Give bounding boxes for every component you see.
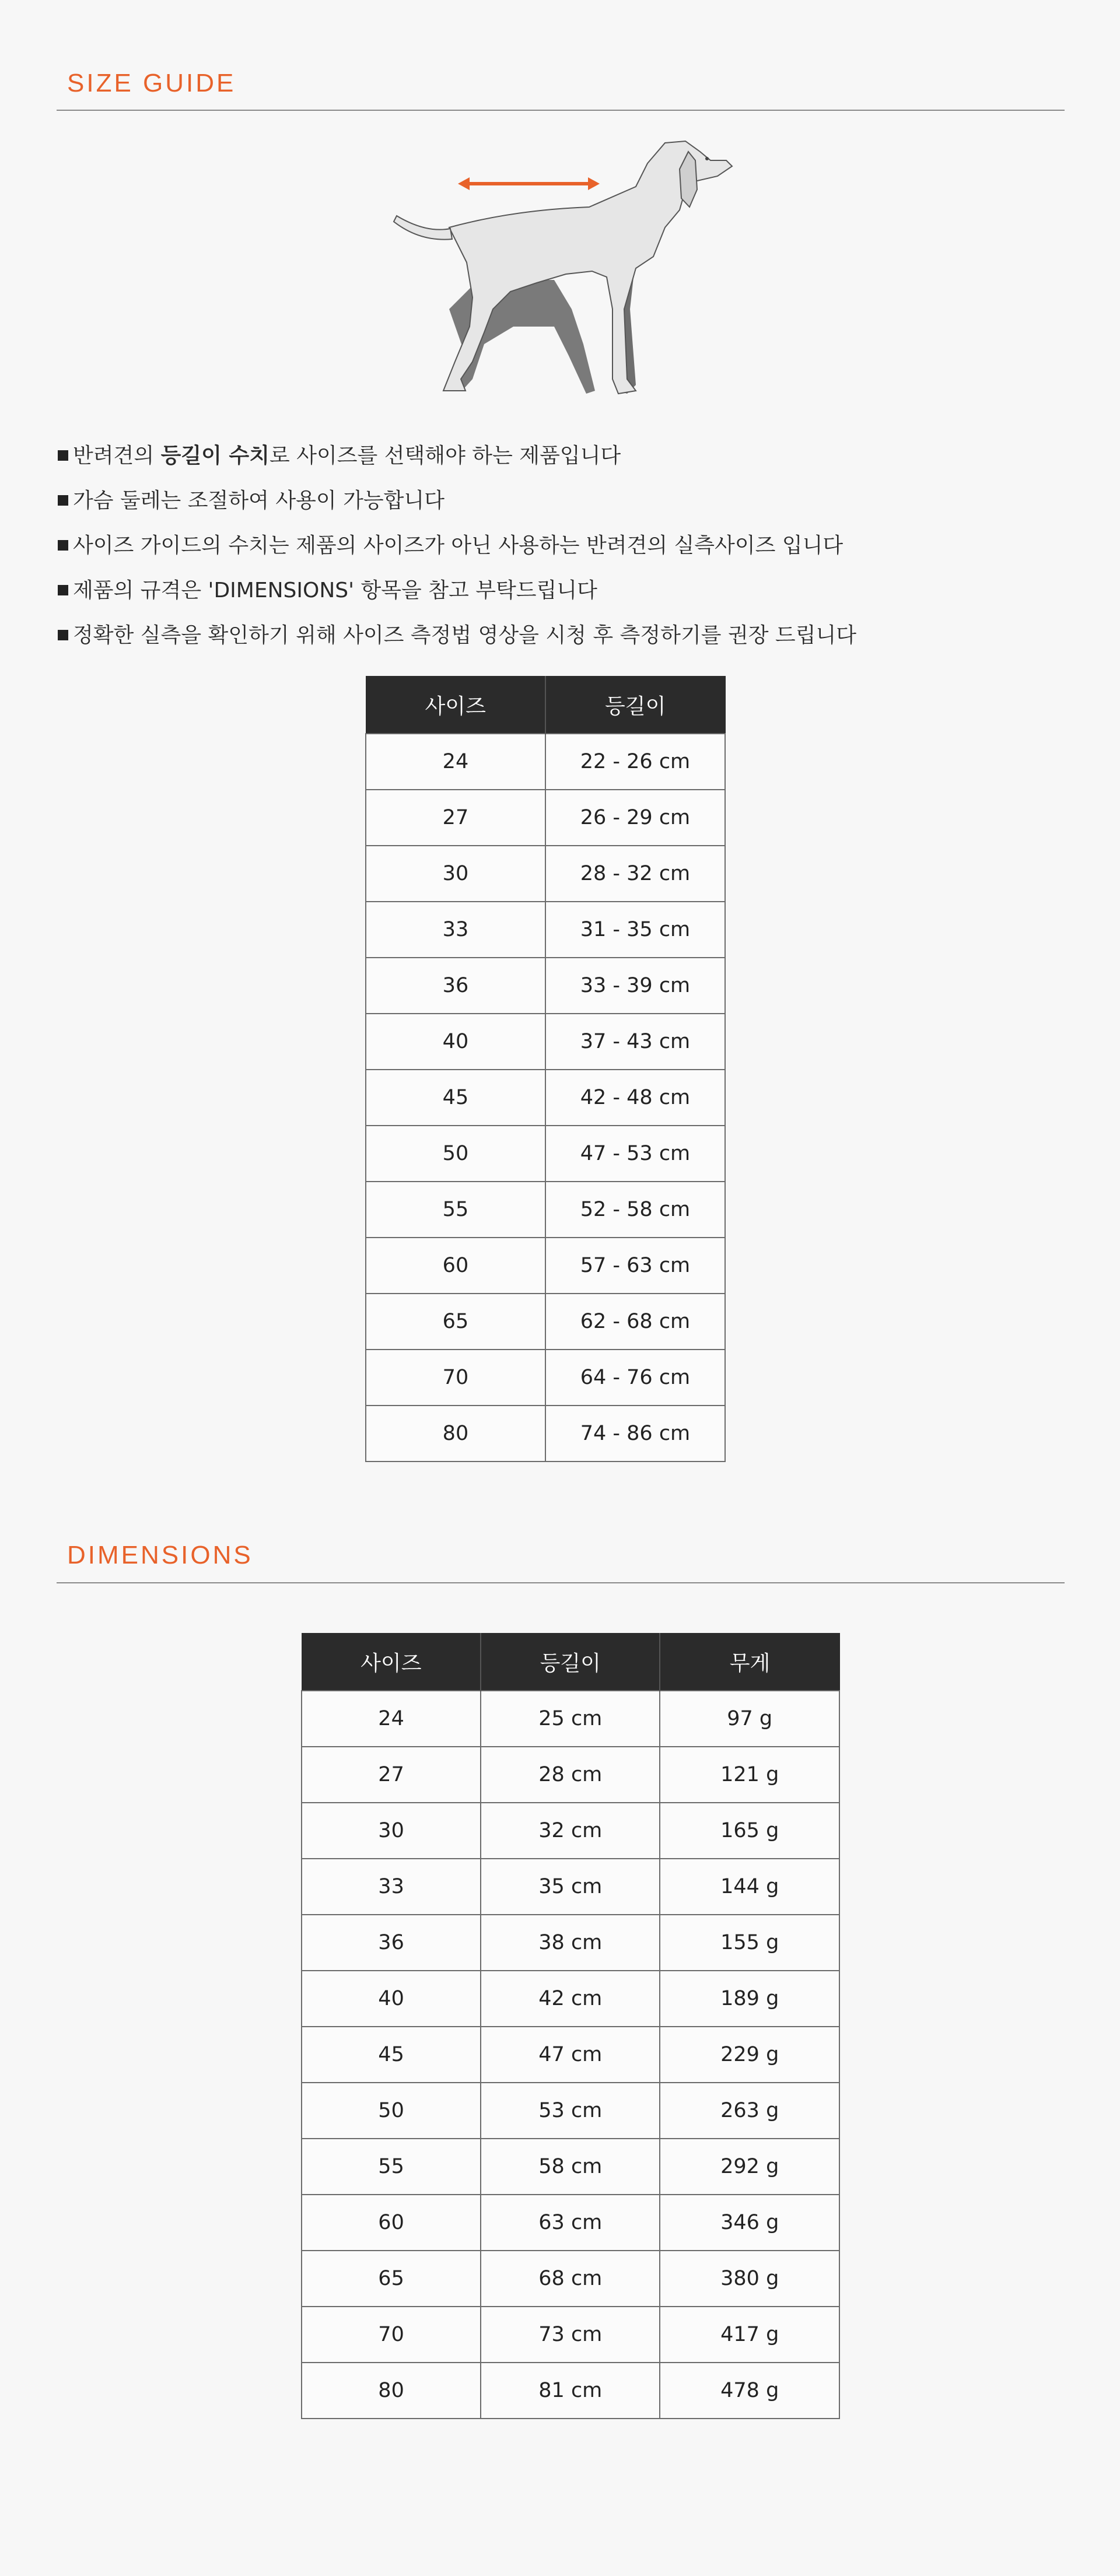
table-header-row <box>366 677 725 734</box>
table-cell: 50 <box>366 1126 545 1182</box>
bullet-square-icon <box>58 450 68 461</box>
table-cell: 80 <box>302 2363 481 2419</box>
note-item <box>57 439 856 483</box>
table-cell: 60 <box>366 1238 545 1294</box>
table-row <box>366 902 725 958</box>
table-row <box>366 1406 725 1462</box>
dog-eye <box>705 157 709 160</box>
table-cell: 33 <box>302 1859 481 1915</box>
dog-tail-shape <box>394 216 452 240</box>
table-row <box>302 2027 839 2083</box>
table-cell: 33 <box>366 902 545 958</box>
table-cell: 45 <box>366 1070 545 1126</box>
table-cell: 52 - 58 cm <box>545 1182 725 1238</box>
table-row <box>366 1238 725 1294</box>
table-cell: 36 <box>302 1915 481 1971</box>
table-cell: 25 cm <box>481 1691 660 1747</box>
table-cell: 47 cm <box>481 2027 660 2083</box>
table-cell: 32 cm <box>481 1803 660 1859</box>
size-guide-title: SIZE GUIDE <box>67 69 236 97</box>
table-row <box>366 1294 725 1350</box>
table-cell: 30 <box>302 1803 481 1859</box>
bullet-square-icon <box>58 540 68 551</box>
table-cell: 64 - 76 cm <box>545 1350 725 1406</box>
table-cell: 35 cm <box>481 1859 660 1915</box>
table-cell: 45 <box>302 2027 481 2083</box>
note-item <box>57 528 856 573</box>
note-item <box>57 618 856 663</box>
table-cell: 24 <box>302 1691 481 1747</box>
dog-back-length-illustration <box>362 134 735 402</box>
note-text: 로 사이즈를 선택해야 하는 제품입니다 <box>269 444 621 468</box>
table-cell: 65 <box>366 1294 545 1350</box>
table-row <box>366 790 725 846</box>
note-emphasis: 등길이 수치 <box>160 444 270 468</box>
size-guide-divider <box>57 110 1065 111</box>
table-cell: 60 <box>302 2195 481 2251</box>
bullet-square-icon <box>58 585 68 595</box>
note-text: 제품의 규격은 'DIMENSIONS' 항목을 참고 부탁드립니다 <box>73 579 597 602</box>
table-cell: 121 g <box>660 1747 839 1803</box>
table-cell: 229 g <box>660 2027 839 2083</box>
note-text: 반려견의 <box>73 444 161 468</box>
table-cell: 36 <box>366 958 545 1014</box>
bullet-square-icon <box>58 630 68 640</box>
table-row <box>302 2307 839 2363</box>
size-guide-notes <box>57 439 856 663</box>
table-header-row <box>302 1634 839 1691</box>
table-cell: 58 cm <box>481 2139 660 2195</box>
note-item <box>57 483 856 528</box>
note-text: 사이즈 가이드의 수치는 제품의 사이즈가 아닌 사용하는 반려견의 실측사이즈 입니다 <box>73 534 844 558</box>
dimensions-divider <box>57 1582 1065 1583</box>
note-item <box>57 573 856 618</box>
table-cell: 263 g <box>660 2083 839 2139</box>
table-cell: 55 <box>302 2139 481 2195</box>
note-text: 정확한 실측을 확인하기 위해 사이즈 측정법 영상을 시청 후 측정하기를 권장 드립니다 <box>73 623 857 647</box>
table-cell: 28 - 32 cm <box>545 846 725 902</box>
table-cell: 62 - 68 cm <box>545 1294 725 1350</box>
dimensions-title: DIMENSIONS <box>67 1541 253 1569</box>
column-header: 등길이 <box>481 1634 660 1691</box>
dimensions-table <box>301 1633 840 2419</box>
column-header: 사이즈 <box>366 677 545 734</box>
size-guide-table <box>365 676 726 1462</box>
table-cell: 40 <box>302 1971 481 2027</box>
table-cell: 50 <box>302 2083 481 2139</box>
bullet-square-icon <box>58 495 68 506</box>
note-text: 가슴 둘레는 조절하여 사용이 가능합니다 <box>73 489 444 513</box>
table-row <box>366 1182 725 1238</box>
table-cell: 37 - 43 cm <box>545 1014 725 1070</box>
table-row <box>302 1859 839 1915</box>
table-cell: 22 - 26 cm <box>545 734 725 790</box>
table-cell: 189 g <box>660 1971 839 2027</box>
table-cell: 68 cm <box>481 2251 660 2307</box>
column-header: 사이즈 <box>302 1634 481 1691</box>
table-row <box>366 1070 725 1126</box>
table-cell: 38 cm <box>481 1915 660 1971</box>
table-cell: 155 g <box>660 1915 839 1971</box>
table-cell: 40 <box>366 1014 545 1070</box>
table-cell: 28 cm <box>481 1747 660 1803</box>
table-row <box>302 1971 839 2027</box>
table-row <box>302 1803 839 1859</box>
table-cell: 31 - 35 cm <box>545 902 725 958</box>
table-cell: 73 cm <box>481 2307 660 2363</box>
table-cell: 63 cm <box>481 2195 660 2251</box>
table-row <box>302 2083 839 2139</box>
table-row <box>366 734 725 790</box>
table-row <box>302 2195 839 2251</box>
table-cell: 74 - 86 cm <box>545 1406 725 1462</box>
table-row <box>302 2363 839 2419</box>
table-cell: 70 <box>366 1350 545 1406</box>
table-cell: 47 - 53 cm <box>545 1126 725 1182</box>
table-cell: 33 - 39 cm <box>545 958 725 1014</box>
table-row <box>302 1747 839 1803</box>
table-cell: 165 g <box>660 1803 839 1859</box>
table-row <box>366 1126 725 1182</box>
table-cell: 27 <box>366 790 545 846</box>
table-cell: 80 <box>366 1406 545 1462</box>
table-cell: 346 g <box>660 2195 839 2251</box>
table-row <box>302 2251 839 2307</box>
table-cell: 57 - 63 cm <box>545 1238 725 1294</box>
table-cell: 417 g <box>660 2307 839 2363</box>
table-cell: 380 g <box>660 2251 839 2307</box>
table-cell: 478 g <box>660 2363 839 2419</box>
table-cell: 27 <box>302 1747 481 1803</box>
back-length-arrow <box>458 177 600 190</box>
table-cell: 144 g <box>660 1859 839 1915</box>
table-row <box>366 846 725 902</box>
table-row <box>302 1915 839 1971</box>
column-header: 등길이 <box>545 677 725 734</box>
table-cell: 81 cm <box>481 2363 660 2419</box>
table-cell: 24 <box>366 734 545 790</box>
table-cell: 55 <box>366 1182 545 1238</box>
table-row <box>302 1691 839 1747</box>
table-row <box>366 1014 725 1070</box>
table-cell: 97 g <box>660 1691 839 1747</box>
table-cell: 292 g <box>660 2139 839 2195</box>
table-cell: 65 <box>302 2251 481 2307</box>
table-row <box>366 958 725 1014</box>
column-header: 무게 <box>660 1634 839 1691</box>
table-cell: 30 <box>366 846 545 902</box>
table-cell: 70 <box>302 2307 481 2363</box>
table-cell: 42 - 48 cm <box>545 1070 725 1126</box>
table-cell: 42 cm <box>481 1971 660 2027</box>
table-row <box>366 1350 725 1406</box>
table-cell: 53 cm <box>481 2083 660 2139</box>
table-row <box>302 2139 839 2195</box>
table-cell: 26 - 29 cm <box>545 790 725 846</box>
